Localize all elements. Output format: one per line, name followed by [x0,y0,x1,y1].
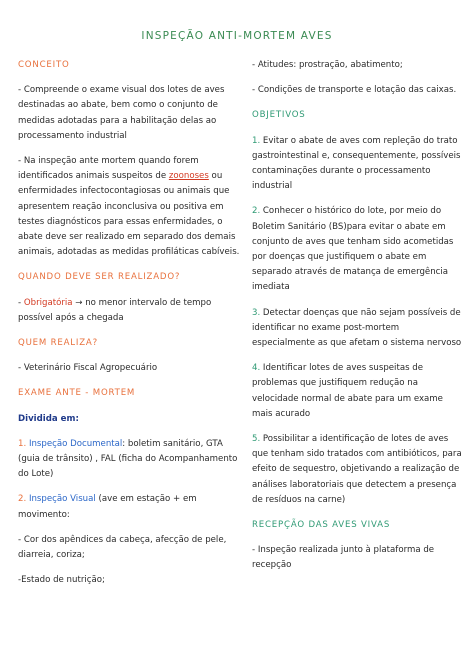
objetivo-5 [252,432,462,508]
zoonoses-highlight: zoonoses [168,171,209,182]
atitudes-text: - Atitudes: prostração, abatimento; [252,60,403,70]
objetivo-5-text: Possibilitar a identificação de lotes de aves que tenham sido tratados com antibióticos, para efeito de sequestro, objetivando a realização de análises laboratoriais que detectem a presença de resíduos na carne) [252,434,462,505]
objetivo-5-number: 5. [252,434,261,445]
item1-text: : boletim sanitário, GTA (guia de trânsito) , FAL (ficha do Acompanhamento do Lote) [18,438,238,480]
page-title: INSPEÇÃO ANTI-MORTEM AVES [141,30,333,42]
left-column [18,58,240,598]
objetivo-2-text: Conhecer o histórico do lote, por meio do Boletim Sanitário (BS)para evitar o abate em conjunto de aves que tenham sido acometidas por doenças que justifiquem o abate em separado através de matança de emergência imediata [252,206,454,293]
conceito-p2-text-a: - Na inspeção ante mortem quando forem identificados animais suspeitos de [18,156,199,182]
objetivo-4 [252,361,462,422]
item2-number: 2. [18,494,29,505]
quando-prefix: - [18,297,24,308]
quando-paragraph [18,296,240,326]
conceito-p2-text-b: ou enfermidades infectocontagiosas ou animais que apresentem reação inconclusiva ou positiva em testes diagnósticos para essas enfermidades, o abate deve ser realizado em separado dos demais animais, adotadas as medidas profiláticas cabíveis. [18,171,240,258]
item1-label: Inspeção Documental [28,438,123,449]
item2-text: (ave em estação + em movimento: [18,494,197,520]
item2-label: Inspeção Visual [28,494,96,505]
objetivo-2-number: 2. [252,206,261,217]
recepcao-heading: RECEPÇÃO DAS AVES VIVAS [252,520,391,531]
item2-estado: -Estado de nutrição; [18,575,105,586]
item1-number: 1. [18,438,29,449]
objetivo-2 [252,204,462,295]
quem-heading: QUEM REALIZA? [18,338,98,349]
objetivo-4-number: 4. [252,363,261,374]
objetivo-1-number: 1. [252,135,261,146]
item-documental [18,437,240,483]
objetivo-1 [252,134,462,195]
objetivo-3 [252,306,462,352]
objetivo-1-text: Evitar o abate de aves com repleção do trato gastrointestinal e, consequentemente, possíveis contaminações durante o processamento industrial [252,135,461,192]
objetivos-heading: OBJETIVOS [252,110,306,121]
objetivo-3-text: Detectar doenças que não sejam possíveis de identificar no exame post-mortem especialmente as que afetam o sistema nervoso [252,307,462,349]
objetivo-3-number: 3. [252,307,261,318]
recepcao-text: - Inspeção realizada junto à plataforma de recepção [252,545,435,571]
item-visual [18,492,240,522]
quando-heading: QUANDO DEVE SER REALIZADO? [18,272,181,283]
conceito-paragraph-1: - Compreende o exame visual dos lotes de aves destinadas ao abate, bem como o conjunto de medidas adotadas para a habilitação delas ao processamento industrial [18,85,225,141]
dividida-label: Dividida em: [18,413,79,424]
item2-cor: - Cor dos apêndices da cabeça, afecção de pele, diarreia, coriza; [18,534,227,561]
obrigatoria-highlight: Obrigatória [23,297,73,308]
arrow-right-icon: → [75,297,83,308]
condicoes-text: - Condições de transporte e lotação das caixas. [252,85,457,96]
objetivo-4-text: Identificar lotes de aves suspeitas de problemas que justifiquem redução na velocidade normal de abate para um exame mais acurado [252,363,443,419]
quando-text: no menor intervalo de tempo possível após a chegada [18,297,212,323]
quem-text: - Veterinário Fiscal Agropecuário [18,363,158,374]
exame-heading: EXAME ANTE - MORTEM [18,388,136,399]
right-column [252,58,462,584]
conceito-heading: CONCEITO [18,60,70,70]
conceito-paragraph-2 [18,154,240,260]
